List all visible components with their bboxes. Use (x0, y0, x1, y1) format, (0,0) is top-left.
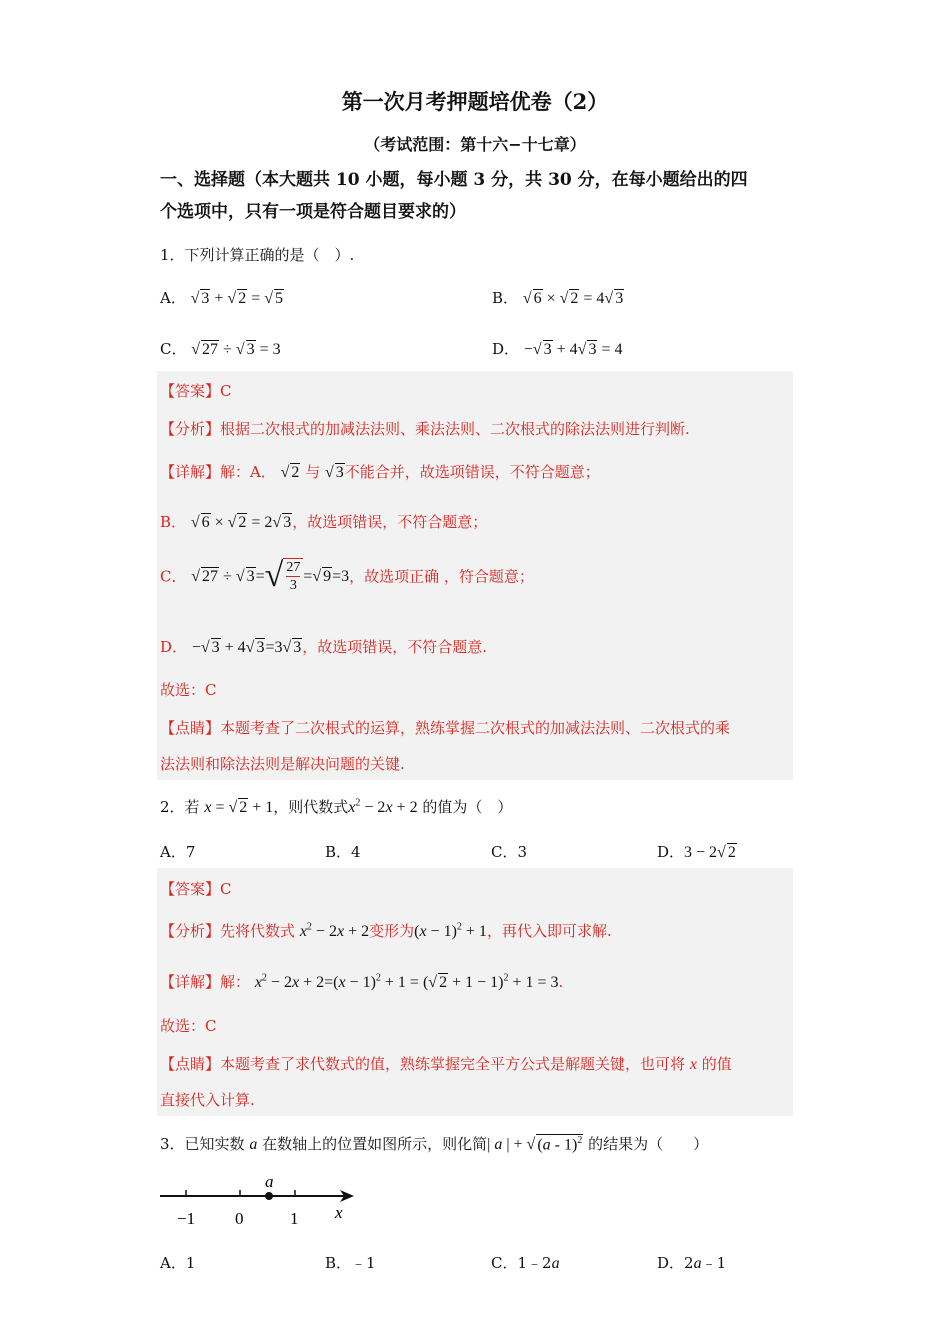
q2-solution-box (157, 868, 793, 1116)
q1-detail-c: C． √ 27 ÷ √ 3= √ $\frac{27}{3}$ =√ 9=3，故选项正确 ，符合题意； (160, 557, 534, 594)
section-heading-line1: 一、选择题（本大题共 10 小题，每小题 3 分，共 30 分，在每小题给出的四 (160, 170, 748, 190)
q2-comment-line2: 直接代入计算. (160, 1091, 255, 1109)
q2-option-b: B．4 (325, 843, 361, 861)
exam-scope: （考试范围：第十六−十七章） (364, 135, 586, 154)
section-heading-line2: 个选项中，只有一项是符合题目要求的） (160, 202, 466, 222)
q2-choice: 故选：C (160, 1017, 217, 1035)
q1-option-c: C． √ 27 ÷ √ 3 = 3 (160, 340, 281, 358)
q1-option-b: B． √ 6 × √ 2 = 4√ 3 (492, 289, 624, 307)
q1-detail-b: B． √ 6 × √ 2 = 2√ 3，故选项错误，不符合题意； (160, 513, 488, 531)
q1-answer: 【答案】C (160, 382, 232, 400)
q1-option-c-math: √ 27 ÷ √ 3 = 3 (191, 341, 281, 358)
q3-option-b: B．﹣1 (325, 1254, 376, 1272)
q2-option-c: C．3 (491, 843, 528, 861)
q1-comment-line2: 法法则和除法法则是解决问题的关键. (160, 755, 405, 773)
q2-analysis: 【分析】先将代数式 $x^2 - 2x + 2$变形为$(x - 1)^2 + 1$，再代入即可求解. (160, 921, 612, 940)
q1-option-b-math: √ 6 × √ 2 = 4√ 3 (522, 290, 624, 307)
axis-label-x: x (335, 1203, 343, 1222)
q3-option-c: C．1﹣2a (491, 1254, 560, 1272)
tick-label-minus-one: −1 (177, 1209, 196, 1228)
q3-stem: 3．已知实数 a 在数轴上的位置如图所示，则化简| a | + √ (a - 1)$^2$ 的结果为（ ） (160, 1134, 709, 1153)
q3-option-d: D．2a﹣1 (657, 1254, 727, 1272)
point-a-label: a (265, 1172, 274, 1191)
q2-stem: 2．若 x = √ 2 + 1，则代数式$x^2 - 2x + 2$ 的值为（ ） (160, 797, 513, 816)
section-heading (160, 164, 800, 228)
q2-detail: 【详解】解： $x^2 - 2x + 2=(x - 1)^2 + 1$ = (√ 2 + 1 − 1)$^2$ + 1 = 3. (160, 972, 564, 991)
q1-option-a-math: √ 3 + √ 2 = √ 5 (190, 290, 284, 307)
q1-option-d: D． −√ 3 + 4√ 3 = 4 (492, 340, 623, 358)
point-a (265, 1192, 273, 1200)
q1-option-d-math: −√ 3 + 4√ 3 = 4 (523, 341, 623, 358)
tick-label-one: 1 (290, 1209, 299, 1228)
q1-detail-a: 【详解】解：A． √ 2 与 √ 3不能合并，故选项错误，不符合题意； (160, 463, 600, 481)
q3-number-line (158, 1170, 358, 1232)
q1-analysis: 【分析】根据二次根式的加减法法则、乘法法则、二次根式的除法法则进行判断. (160, 420, 690, 438)
q2-comment-line1: 【点睛】本题考查了求代数式的值，熟练掌握完全平方公式是解题关键，也可将 x 的值 (160, 1055, 732, 1073)
q1-detail-d: D． −√ 3 + 4√ 3=3√ 3，故选项错误，不符合题意. (160, 638, 488, 656)
q2-answer: 【答案】C (160, 880, 232, 898)
q3-option-a: A．1 (160, 1254, 196, 1272)
tick-label-zero: 0 (235, 1209, 244, 1228)
q1-option-a: A． √ 3 + √ 2 = √ 5 (160, 289, 284, 307)
q1-comment-line1: 【点睛】本题考查了二次根式的运算，熟练掌握二次根式的加减法法则、二次根式的乘 (160, 719, 731, 737)
page-title: 第一次月考押题培优卷（2） (341, 89, 609, 114)
q2-option-a: A．7 (160, 843, 196, 861)
q1-stem: 1．下列计算正确的是（ ）. (160, 246, 355, 264)
q1-choice: 故选：C (160, 681, 217, 699)
q2-option-d: D．3 − 2√ 2 (657, 843, 736, 861)
